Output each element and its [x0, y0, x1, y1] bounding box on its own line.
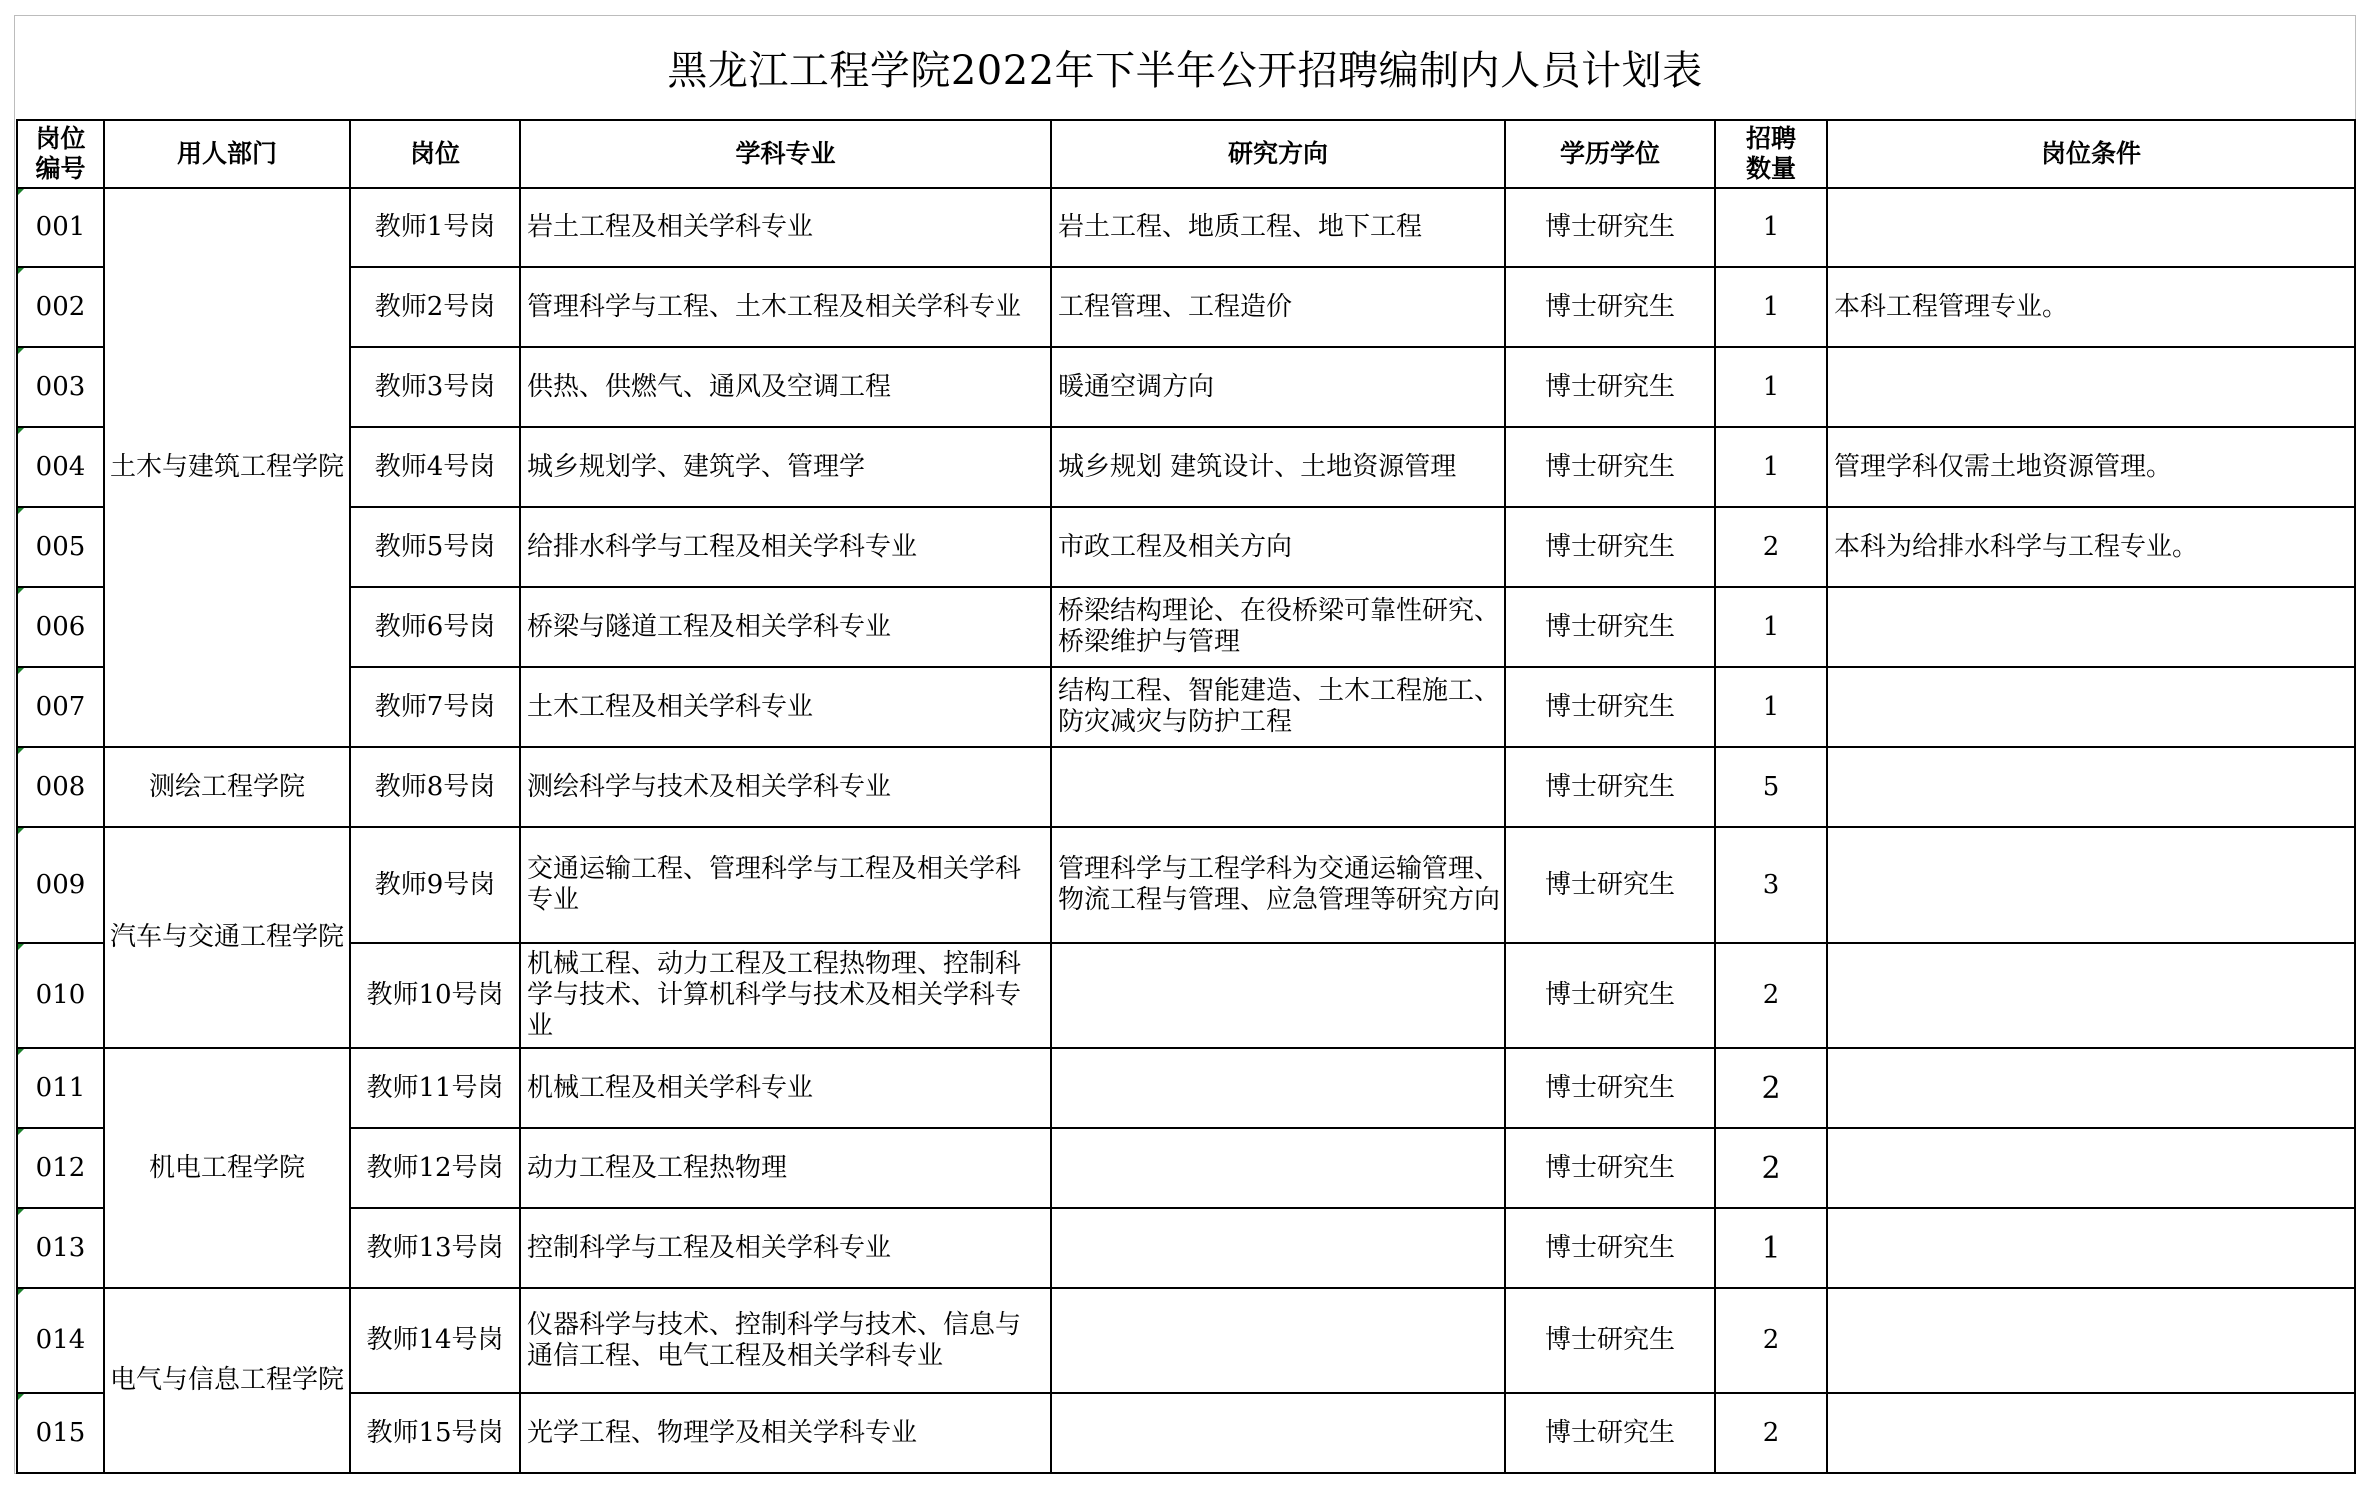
header-major[interactable]: 学科专业: [520, 120, 1051, 188]
sheet-title: 黑龙江工程学院2022年下半年公开招聘编制内人员计划表: [667, 47, 1703, 94]
cell-code[interactable]: [17, 188, 104, 267]
cell-count[interactable]: 2: [1715, 1393, 1827, 1473]
comment-marker-icon: [18, 428, 24, 434]
comment-marker-icon: [18, 348, 24, 354]
cell-post[interactable]: 教师1号岗: [350, 188, 520, 267]
comment-marker-icon: [18, 189, 24, 195]
cell-research[interactable]: [1051, 1208, 1505, 1288]
cell-code[interactable]: [17, 827, 104, 943]
comment-marker-icon: [18, 748, 24, 754]
cell-code[interactable]: [17, 1208, 104, 1288]
cell-code[interactable]: [17, 587, 104, 667]
comment-marker-icon: [18, 508, 24, 514]
table-row: [17, 1048, 2355, 1128]
cell-degree[interactable]: 博士研究生: [1505, 747, 1715, 827]
code-text: 012: [35, 1152, 86, 1183]
cell-count[interactable]: 3: [1715, 827, 1827, 943]
cell-post[interactable]: 教师12号岗: [350, 1128, 520, 1208]
cell-cond[interactable]: [1827, 1128, 2355, 1208]
cell-research[interactable]: [1051, 747, 1505, 827]
header-cond[interactable]: 岗位条件: [1827, 120, 2355, 188]
cell-count[interactable]: 1: [1715, 188, 1827, 267]
cell-count[interactable]: 2: [1715, 1128, 1827, 1208]
cell-degree[interactable]: 博士研究生: [1505, 347, 1715, 427]
cell-degree[interactable]: 博士研究生: [1505, 1128, 1715, 1208]
cell-research[interactable]: [1051, 943, 1505, 1048]
table-row: [17, 747, 2355, 827]
cell-count[interactable]: 5: [1715, 747, 1827, 827]
cell-research[interactable]: 岩土工程、地质工程、地下工程: [1051, 188, 1505, 267]
table-row: [17, 943, 2355, 1048]
cell-research[interactable]: 管理科学与工程学科为交通运输管理、物流工程与管理、应急管理等研究方向: [1051, 827, 1505, 943]
table-row: [17, 667, 2355, 747]
cell-code[interactable]: [17, 667, 104, 747]
cell-major[interactable]: 供热、供燃气、通风及空调工程: [520, 347, 1051, 427]
code-text: 009: [35, 869, 86, 900]
cell-research[interactable]: 桥梁结构理论、在役桥梁可靠性研究、桥梁维护与管理: [1051, 587, 1505, 667]
cell-post[interactable]: 教师7号岗: [350, 667, 520, 747]
cell-post[interactable]: 教师8号岗: [350, 747, 520, 827]
cell-count[interactable]: 2: [1715, 1288, 1827, 1393]
cell-count[interactable]: 1: [1715, 427, 1827, 507]
cell-degree[interactable]: 博士研究生: [1505, 667, 1715, 747]
cell-major[interactable]: 岩土工程及相关学科专业: [520, 188, 1051, 267]
cell-degree[interactable]: 博士研究生: [1505, 507, 1715, 587]
cell-degree[interactable]: 博士研究生: [1505, 827, 1715, 943]
cell-degree[interactable]: 博士研究生: [1505, 943, 1715, 1048]
comment-marker-icon: [18, 1209, 24, 1215]
cell-post[interactable]: 教师2号岗: [350, 267, 520, 347]
table-row: [17, 1128, 2355, 1208]
comment-marker-icon: [18, 668, 24, 674]
cell-count[interactable]: 2: [1715, 1048, 1827, 1128]
cell-code[interactable]: [17, 747, 104, 827]
comment-marker-icon: [18, 1289, 24, 1295]
code-text: 010: [35, 980, 86, 1010]
table-row: [17, 1288, 2355, 1393]
cell-degree[interactable]: 博士研究生: [1505, 1393, 1715, 1473]
cell-count[interactable]: 2: [1715, 943, 1827, 1048]
header-research[interactable]: 研究方向: [1051, 120, 1505, 188]
code-text: 006: [35, 611, 86, 642]
cell-cond[interactable]: [1827, 587, 2355, 667]
cell-degree[interactable]: 博士研究生: [1505, 1208, 1715, 1288]
comment-marker-icon: [18, 588, 24, 594]
cell-major[interactable]: 光学工程、物理学及相关学科专业: [520, 1393, 1051, 1473]
cell-research[interactable]: [1051, 1288, 1505, 1393]
cell-major[interactable]: 仪器科学与技术、控制科学与技术、信息与通信工程、电气工程及相关学科专业: [520, 1288, 1051, 1393]
cell-cond[interactable]: 管理学科仅需土地资源管理。: [1827, 427, 2355, 507]
cell-research[interactable]: 工程管理、工程造价: [1051, 267, 1505, 347]
table-row: [17, 1208, 2355, 1288]
cell-post[interactable]: 教师10号岗: [350, 943, 520, 1048]
comment-marker-icon: [18, 828, 24, 834]
cell-post[interactable]: 教师11号岗: [350, 1048, 520, 1128]
cell-count[interactable]: 1: [1715, 587, 1827, 667]
cell-major[interactable]: 控制科学与工程及相关学科专业: [520, 1208, 1051, 1288]
header-row: [17, 120, 2355, 188]
cell-major[interactable]: 机械工程、动力工程及工程热物理、控制科学与技术、计算机科学与技术及相关学科专业: [520, 943, 1051, 1048]
code-text: 007: [35, 691, 86, 722]
cell-degree[interactable]: 博士研究生: [1505, 427, 1715, 507]
comment-marker-icon: [18, 1049, 24, 1055]
cell-degree[interactable]: 博士研究生: [1505, 188, 1715, 267]
code-text: 014: [35, 1325, 86, 1355]
cell-dept[interactable]: 机电工程学院: [104, 1048, 350, 1288]
cell-code[interactable]: [17, 1288, 104, 1393]
code-text: 015: [35, 1417, 86, 1448]
header-dept[interactable]: 用人部门: [104, 120, 350, 188]
code-text: 011: [35, 1072, 86, 1103]
table-row: [17, 188, 2355, 267]
code-text: 013: [35, 1232, 86, 1263]
code-text: 004: [35, 451, 86, 482]
header-post[interactable]: 岗位: [350, 120, 520, 188]
cell-major[interactable]: 给排水科学与工程及相关学科专业: [520, 507, 1051, 587]
cell-code[interactable]: [17, 1128, 104, 1208]
cell-code[interactable]: [17, 1393, 104, 1473]
comment-marker-icon: [18, 944, 24, 950]
cell-cond[interactable]: 本科为给排水科学与工程专业。: [1827, 507, 2355, 587]
cell-count[interactable]: 1: [1715, 1208, 1827, 1288]
cell-major[interactable]: 桥梁与隧道工程及相关学科专业: [520, 587, 1051, 667]
code-text: 008: [35, 771, 86, 802]
table-row: [17, 507, 2355, 587]
cell-post[interactable]: 教师9号岗: [350, 827, 520, 943]
table-row: [17, 427, 2355, 507]
header-count[interactable]: 招聘数量: [1715, 120, 1827, 188]
cell-research[interactable]: 暖通空调方向: [1051, 347, 1505, 427]
cell-code[interactable]: [17, 267, 104, 347]
cell-dept[interactable]: 测绘工程学院: [104, 747, 350, 827]
table-row: [17, 1393, 2355, 1473]
comment-marker-icon: [18, 1129, 24, 1135]
cell-cond[interactable]: [1827, 667, 2355, 747]
cell-code[interactable]: [17, 1048, 104, 1128]
cell-post[interactable]: 教师5号岗: [350, 507, 520, 587]
cell-major[interactable]: 测绘科学与技术及相关学科专业: [520, 747, 1051, 827]
cell-dept[interactable]: 电气与信息工程学院: [104, 1288, 350, 1473]
cell-count[interactable]: 2: [1715, 507, 1827, 587]
cell-major[interactable]: 土木工程及相关学科专业: [520, 667, 1051, 747]
comment-marker-icon: [18, 268, 24, 274]
cell-major[interactable]: 交通运输工程、管理科学与工程及相关学科专业: [520, 827, 1051, 943]
cell-count[interactable]: 1: [1715, 347, 1827, 427]
cell-cond[interactable]: [1827, 943, 2355, 1048]
cell-dept[interactable]: 土木与建筑工程学院: [104, 188, 350, 747]
cell-cond[interactable]: [1827, 827, 2355, 943]
code-text: 005: [35, 531, 86, 562]
table-row: [17, 827, 2355, 943]
cell-cond[interactable]: [1827, 1048, 2355, 1128]
cell-post[interactable]: 教师13号岗: [350, 1208, 520, 1288]
cell-degree[interactable]: 博士研究生: [1505, 1288, 1715, 1393]
cell-research[interactable]: [1051, 1393, 1505, 1473]
cell-major[interactable]: 管理科学与工程、土木工程及相关学科专业: [520, 267, 1051, 347]
cell-degree[interactable]: 博士研究生: [1505, 1048, 1715, 1128]
cell-major[interactable]: 城乡规划学、建筑学、管理学: [520, 427, 1051, 507]
cell-code[interactable]: [17, 427, 104, 507]
cell-degree[interactable]: 博士研究生: [1505, 267, 1715, 347]
cell-cond[interactable]: [1827, 747, 2355, 827]
cell-cond[interactable]: 本科工程管理专业。: [1827, 267, 2355, 347]
code-text: 002: [35, 291, 86, 322]
code-text: 003: [35, 371, 86, 402]
cell-code[interactable]: [17, 347, 104, 427]
cell-count[interactable]: 1: [1715, 267, 1827, 347]
cell-count[interactable]: 1: [1715, 667, 1827, 747]
cell-research[interactable]: 结构工程、智能建造、土木工程施工、防灾减灾与防护工程: [1051, 667, 1505, 747]
header-degree[interactable]: 学历学位: [1505, 120, 1715, 188]
cell-cond[interactable]: [1827, 1288, 2355, 1393]
cell-degree[interactable]: 博士研究生: [1505, 587, 1715, 667]
cell-dept[interactable]: 汽车与交通工程学院: [104, 827, 350, 1048]
cell-post[interactable]: 教师3号岗: [350, 347, 520, 427]
code-text: 001: [35, 212, 86, 242]
header-code[interactable]: 岗位编号: [17, 120, 104, 188]
cell-post[interactable]: 教师14号岗: [350, 1288, 520, 1393]
cell-code[interactable]: [17, 507, 104, 587]
cell-post[interactable]: 教师15号岗: [350, 1393, 520, 1473]
cell-cond[interactable]: [1827, 188, 2355, 267]
table-row: [17, 587, 2355, 667]
cell-research[interactable]: [1051, 1048, 1505, 1128]
cell-research[interactable]: [1051, 1128, 1505, 1208]
cell-major[interactable]: 机械工程及相关学科专业: [520, 1048, 1051, 1128]
cell-post[interactable]: 教师4号岗: [350, 427, 520, 507]
recruitment-table: [16, 119, 2356, 1474]
cell-cond[interactable]: [1827, 1208, 2355, 1288]
cell-research[interactable]: 市政工程及相关方向: [1051, 507, 1505, 587]
cell-cond[interactable]: [1827, 1393, 2355, 1473]
cell-code[interactable]: [17, 943, 104, 1048]
cell-major[interactable]: 动力工程及工程热物理: [520, 1128, 1051, 1208]
table-row: [17, 347, 2355, 427]
cell-post[interactable]: 教师6号岗: [350, 587, 520, 667]
cell-research[interactable]: 城乡规划 建筑设计、土地资源管理: [1051, 427, 1505, 507]
comment-marker-icon: [18, 1394, 24, 1400]
table-row: [17, 267, 2355, 347]
cell-cond[interactable]: [1827, 347, 2355, 427]
